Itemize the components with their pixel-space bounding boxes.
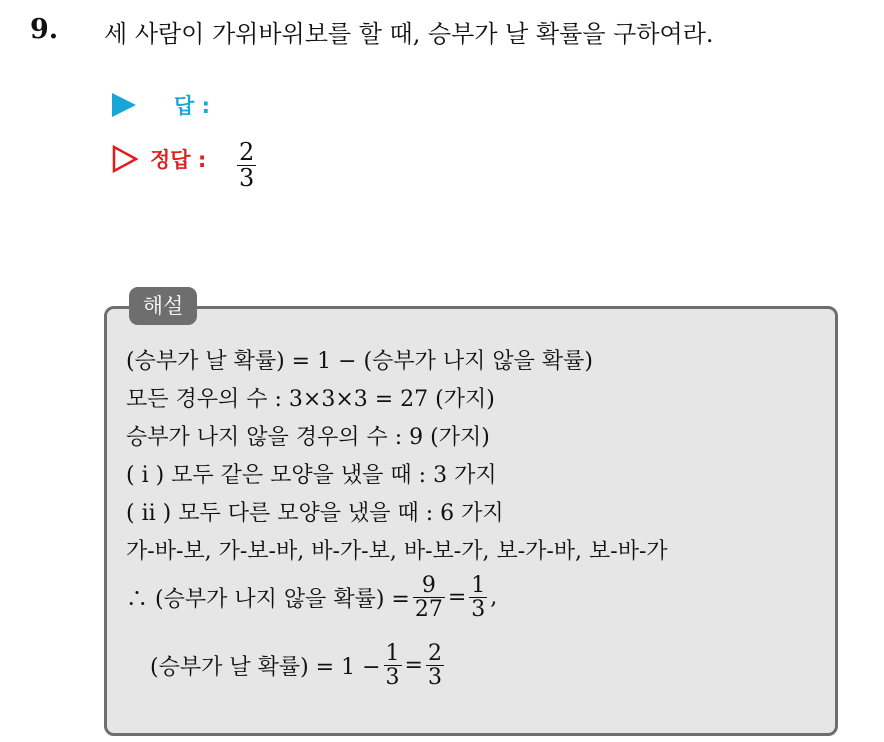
play-triangle-icon: [112, 93, 136, 117]
solution-line: 가-바-보, 가-보-바, 바-가-보, 바-보-가, 보-가-바, 보-바-가: [126, 539, 668, 564]
fraction-numerator: 1: [471, 573, 486, 598]
fraction: [469, 574, 487, 621]
solution-line: ( ii ) 모두 다른 모양을 냈을 때 : 6 가지: [126, 501, 504, 526]
solution-line: 모든 경우의 수 : 3×3×3 = 27 (가지): [126, 387, 495, 412]
equals-sign: =: [447, 585, 467, 611]
correct-answer-row: [112, 144, 206, 174]
answer-label: 답 :: [174, 94, 210, 118]
conclusion-prefix: ∴ (승부가 나지 않을 확률) =: [126, 587, 410, 613]
fraction: [413, 574, 445, 621]
fraction-denominator: 3: [427, 665, 442, 691]
correct-answer-label: 정답 :: [150, 148, 207, 172]
solution-line: 승부가 나지 않을 경우의 수 : 9 (가지): [126, 425, 490, 450]
solution-line: (승부가 날 확률) = 1 − (승부가 나지 않을 확률): [126, 349, 593, 374]
question-number: 9.: [30, 14, 59, 45]
equals-sign: =: [404, 653, 423, 679]
fraction-denominator: 3: [471, 597, 486, 623]
fraction-denominator: 27: [414, 597, 443, 623]
fraction-numerator: 2: [239, 138, 255, 166]
fraction: [384, 642, 402, 689]
comma: ,: [490, 585, 498, 611]
fraction-denominator: 3: [239, 164, 255, 193]
fraction: [426, 642, 444, 689]
solution-line: ( i ) 모두 같은 모양을 냈을 때 : 3 가지: [126, 463, 497, 488]
fraction-numerator: 9: [421, 573, 436, 598]
answer-row: [112, 90, 210, 120]
solution-final-line: [150, 642, 447, 689]
solution-conclusion-line: [126, 574, 497, 621]
fraction-denominator: 3: [385, 665, 400, 691]
fraction-numerator: 1: [385, 641, 400, 666]
solution-badge: 해설: [129, 287, 197, 325]
question-text: 세 사람이 가위바위보를 할 때, 승부가 날 확률을 구하여라.: [104, 20, 714, 48]
fraction-numerator: 2: [427, 641, 442, 666]
correct-answer-fraction: [234, 140, 259, 191]
final-prefix: (승부가 날 확률) = 1 −: [150, 655, 381, 681]
outline-triangle-icon: [112, 145, 138, 173]
